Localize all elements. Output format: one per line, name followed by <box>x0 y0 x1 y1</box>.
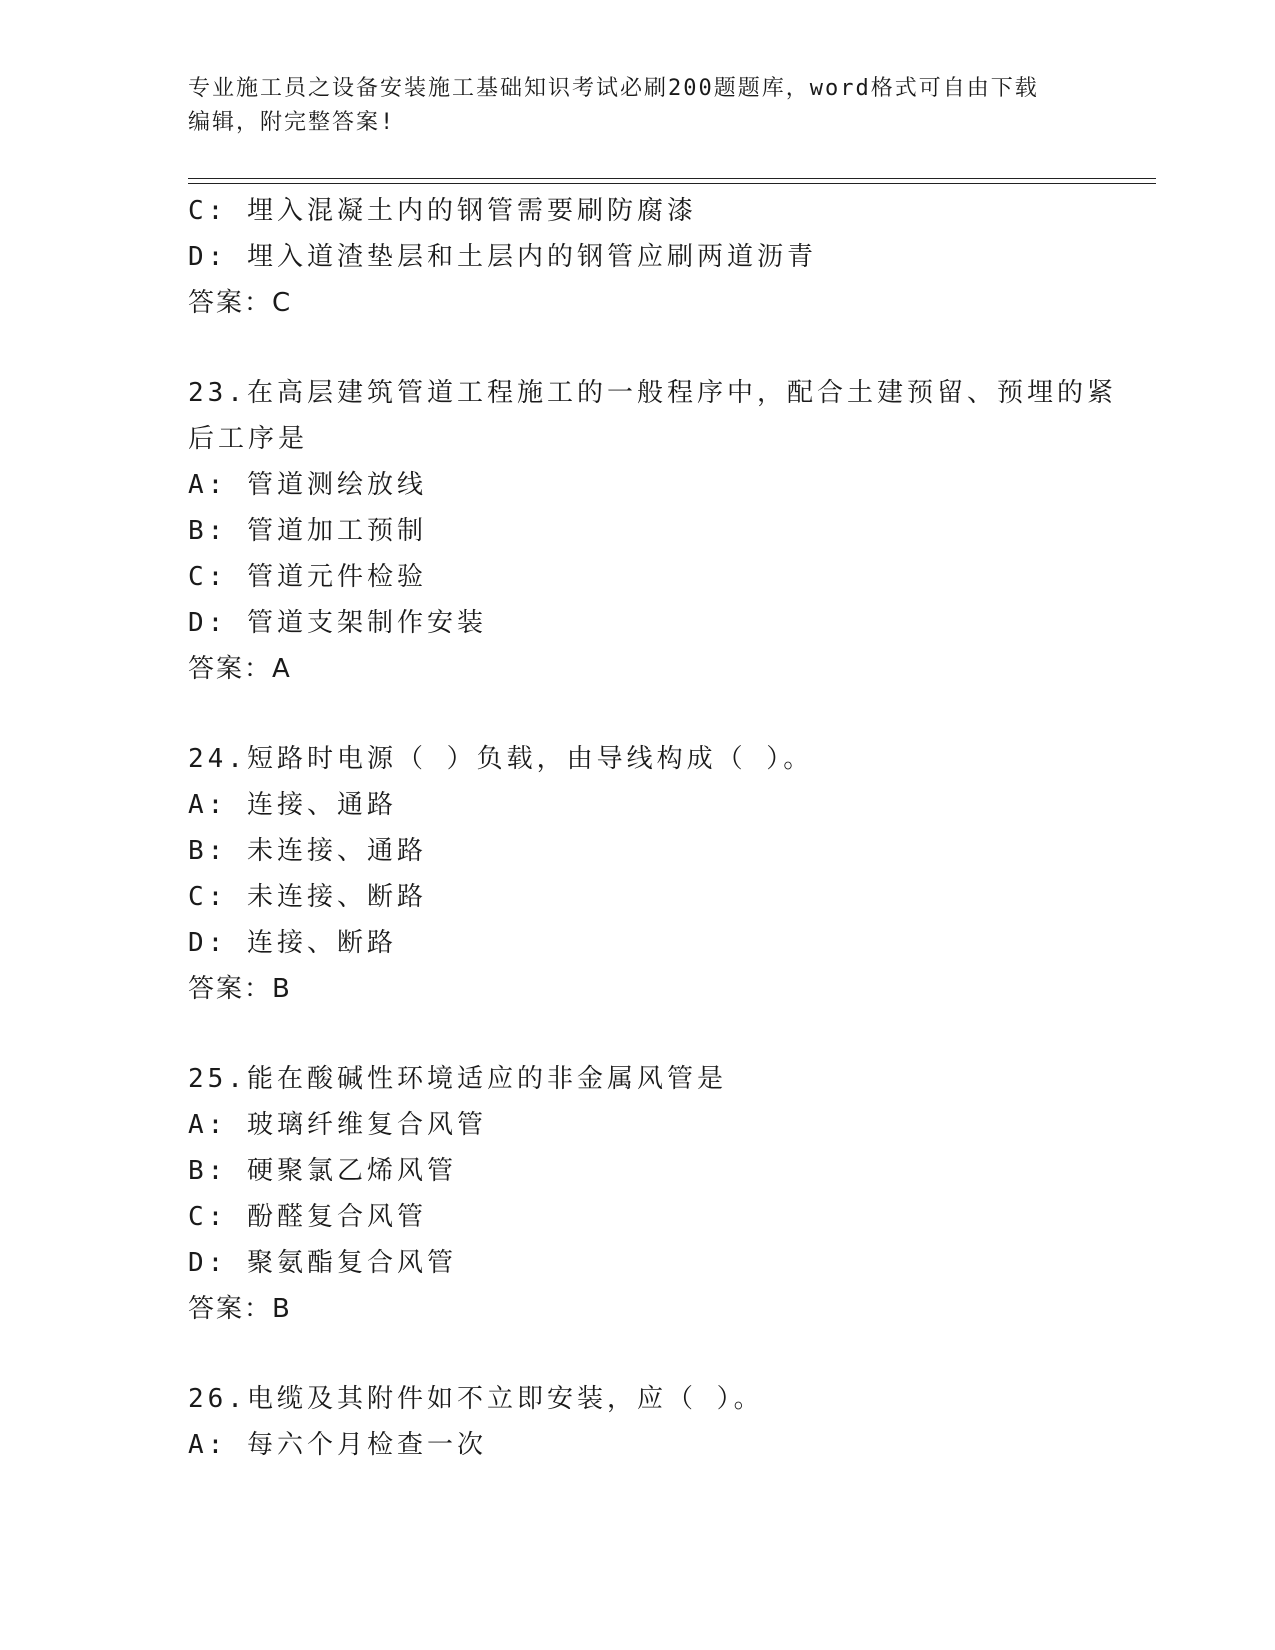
document-body <box>188 188 1117 1468</box>
option-d: D: 聚氨酯复合风管 <box>188 1248 457 1278</box>
option-d: D: 管道支架制作安装 <box>188 608 487 638</box>
header-line-2: 编辑，附完整答案! <box>188 110 396 135</box>
option-b: B: 未连接、通路 <box>188 836 427 866</box>
question-22-continued <box>188 188 1088 326</box>
answer-line: 答案：B <box>188 1294 292 1324</box>
document-header <box>188 72 1088 140</box>
option-c: C: 未连接、断路 <box>188 882 427 912</box>
option-d: D: 连接、断路 <box>188 928 397 958</box>
question-26 <box>188 1376 1088 1468</box>
answer-line: 答案：A <box>188 654 292 684</box>
question-stem: 23.在高层建筑管道工程施工的一般程序中，配合土建预留、预埋的紧 <box>188 378 1117 408</box>
option-b: B: 管道加工预制 <box>188 516 427 546</box>
answer-line: 答案：B <box>188 974 292 1004</box>
option-a: A: 每六个月检查一次 <box>188 1430 487 1460</box>
header-divider-bottom <box>188 183 1156 184</box>
option-a: A: 玻璃纤维复合风管 <box>188 1110 487 1140</box>
option-b: B: 硬聚氯乙烯风管 <box>188 1156 457 1186</box>
question-stem-continued: 后工序是 <box>188 424 309 454</box>
question-24 <box>188 736 1088 1012</box>
question-23 <box>188 370 1117 692</box>
question-stem: 25.能在酸碱性环境适应的非金属风管是 <box>188 1064 727 1094</box>
option-c: C: 酚醛复合风管 <box>188 1202 427 1232</box>
question-stem: 26.电缆及其附件如不立即安装，应（ ）。 <box>188 1384 764 1414</box>
option-c: C: 管道元件检验 <box>188 562 427 592</box>
question-25 <box>188 1056 1088 1332</box>
answer-line: 答案：C <box>188 288 293 318</box>
question-stem: 24.短路时电源（ ）负载，由导线构成（ ）。 <box>188 744 814 774</box>
option-d: D: 埋入道渣垫层和土层内的钢管应刷两道沥青 <box>188 242 817 272</box>
option-a: A: 管道测绘放线 <box>188 470 427 500</box>
header-line-1: 专业施工员之设备安装施工基础知识考试必刷200题题库，word格式可自由下载 <box>188 76 1039 101</box>
option-c: C: 埋入混凝土内的钢管需要刷防腐漆 <box>188 196 697 226</box>
header-divider-top <box>188 178 1156 179</box>
option-a: A: 连接、通路 <box>188 790 397 820</box>
